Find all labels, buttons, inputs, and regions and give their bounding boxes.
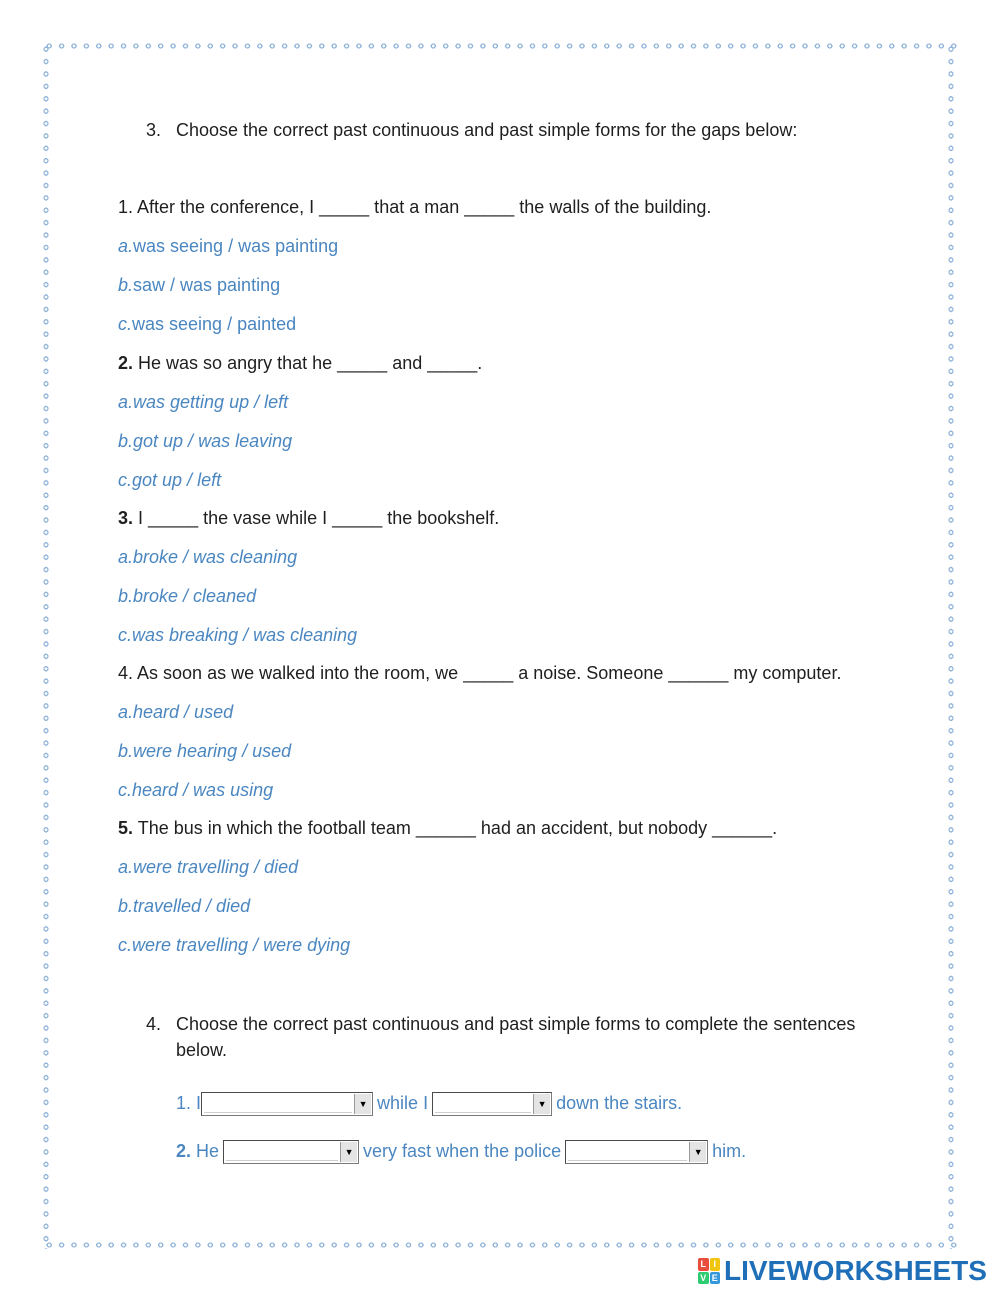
option-text: was breaking / was cleaning [132, 625, 358, 645]
sentence-2-part-2: very fast when the police [363, 1141, 562, 1161]
question-1-text: After the conference, I _____ that a man _____ the walls of the building. [137, 197, 712, 217]
sentence-2-part-1: He [196, 1141, 220, 1161]
page-border-top [43, 42, 957, 50]
dropdown-field [435, 1112, 531, 1113]
question-1 [118, 196, 711, 218]
sentence-2-dropdown-1[interactable] [223, 1140, 359, 1164]
option-letter: a. [118, 236, 134, 256]
question-3-option-a[interactable] [118, 546, 297, 568]
page-border-right [947, 43, 955, 1249]
sentence-1-part-1: I [196, 1093, 202, 1113]
section-4-heading [146, 1011, 906, 1063]
question-3 [118, 507, 499, 529]
logo-mark-i: I [710, 1258, 721, 1271]
option-letter: c. [118, 935, 133, 955]
option-letter: c. [118, 314, 133, 334]
option-letter: a. [118, 857, 134, 877]
question-3-text: I _____ the vase while I _____ the bookshelf. [138, 508, 500, 528]
sentence-2-number: 2. [176, 1141, 192, 1161]
section-3-number: 3. [146, 120, 162, 140]
fill-sentence-2 [176, 1136, 746, 1166]
logo-mark-v: V [698, 1272, 709, 1285]
dropdown-arrow-icon[interactable]: ▼ [354, 1094, 371, 1114]
option-letter: a. [118, 392, 134, 412]
option-letter: b. [118, 275, 134, 295]
sentence-1-dropdown-1[interactable] [201, 1092, 373, 1116]
dropdown-arrow-icon[interactable]: ▼ [689, 1142, 706, 1162]
logo-mark-l: L [698, 1258, 709, 1271]
section-4-number: 4. [146, 1014, 162, 1034]
liveworksheets-logo [698, 1256, 987, 1286]
question-5-option-a[interactable] [118, 856, 298, 878]
question-1-option-b[interactable] [118, 274, 280, 296]
question-4-option-a[interactable] [118, 701, 233, 723]
question-4-text: As soon as we walked into the room, we _____ a noise. Someone ______ my computer. [137, 663, 842, 683]
question-3-number: 3. [118, 508, 134, 528]
option-text: broke / cleaned [133, 586, 257, 606]
section-4-title: Choose the correct past continuous and past simple forms to complete the sentences below. [176, 1014, 856, 1060]
sentence-1-part-3: down the stairs. [556, 1093, 683, 1113]
option-text: was seeing / was painting [133, 236, 339, 256]
question-4-option-c[interactable] [118, 779, 273, 801]
question-4-number: 4. [118, 663, 134, 683]
dropdown-field [204, 1112, 352, 1113]
question-1-number: 1. [118, 197, 134, 217]
option-text: were hearing / used [133, 741, 292, 761]
section-3-heading [146, 119, 797, 141]
question-1-option-a[interactable] [118, 235, 338, 257]
question-5-text: The bus in which the football team ______ had an accident, but nobody ______. [137, 818, 778, 838]
dropdown-field [226, 1160, 338, 1161]
fill-sentence-1 [176, 1088, 682, 1118]
option-letter: b. [118, 586, 134, 606]
option-text: travelled / died [133, 896, 251, 916]
option-letter: b. [118, 741, 134, 761]
question-5-option-c[interactable] [118, 934, 350, 956]
option-text: was getting up / left [133, 392, 289, 412]
sentence-1-number: 1. [176, 1093, 192, 1113]
question-1-option-c[interactable] [118, 313, 296, 335]
sentence-2-part-3: him. [712, 1141, 747, 1161]
liveworksheets-logo-text: LIVEWORKSHEETS [724, 1255, 987, 1286]
sentence-1-dropdown-2[interactable] [432, 1092, 552, 1116]
question-5 [118, 817, 777, 839]
sentence-1-part-2: while I [377, 1093, 429, 1113]
logo-mark-e: E [710, 1272, 721, 1285]
option-text: was seeing / painted [132, 314, 297, 334]
option-text: were travelling / were dying [132, 935, 351, 955]
question-3-option-c[interactable] [118, 624, 357, 646]
dropdown-field [568, 1160, 687, 1161]
question-3-option-b[interactable] [118, 585, 256, 607]
question-4-option-b[interactable] [118, 740, 291, 762]
section-3-title: Choose the correct past continuous and past simple forms for the gaps below: [176, 120, 798, 140]
dropdown-arrow-icon[interactable]: ▼ [533, 1094, 550, 1114]
question-2-option-b[interactable] [118, 430, 292, 452]
option-letter: a. [118, 702, 134, 722]
option-letter: a. [118, 547, 134, 567]
question-2 [118, 352, 482, 374]
page-border-bottom [43, 1241, 957, 1249]
question-2-option-c[interactable] [118, 469, 221, 491]
question-2-number: 2. [118, 353, 134, 373]
question-2-option-a[interactable] [118, 391, 288, 413]
option-letter: b. [118, 896, 134, 916]
liveworksheets-logo-icon [698, 1258, 720, 1284]
sentence-2-dropdown-2[interactable] [565, 1140, 708, 1164]
option-text: saw / was painting [133, 275, 281, 295]
option-text: heard / used [133, 702, 234, 722]
question-5-option-b[interactable] [118, 895, 250, 917]
question-2-text: He was so angry that he _____ and _____. [138, 353, 483, 373]
option-letter: b. [118, 431, 134, 451]
option-letter: c. [118, 780, 133, 800]
page-border-left [42, 43, 50, 1249]
question-4 [118, 662, 841, 684]
option-text: broke / was cleaning [133, 547, 298, 567]
option-text: heard / was using [132, 780, 274, 800]
option-text: were travelling / died [133, 857, 299, 877]
question-5-number: 5. [118, 818, 134, 838]
option-letter: c. [118, 470, 133, 490]
option-letter: c. [118, 625, 133, 645]
dropdown-arrow-icon[interactable]: ▼ [340, 1142, 357, 1162]
option-text: got up / left [132, 470, 222, 490]
option-text: got up / was leaving [133, 431, 293, 451]
